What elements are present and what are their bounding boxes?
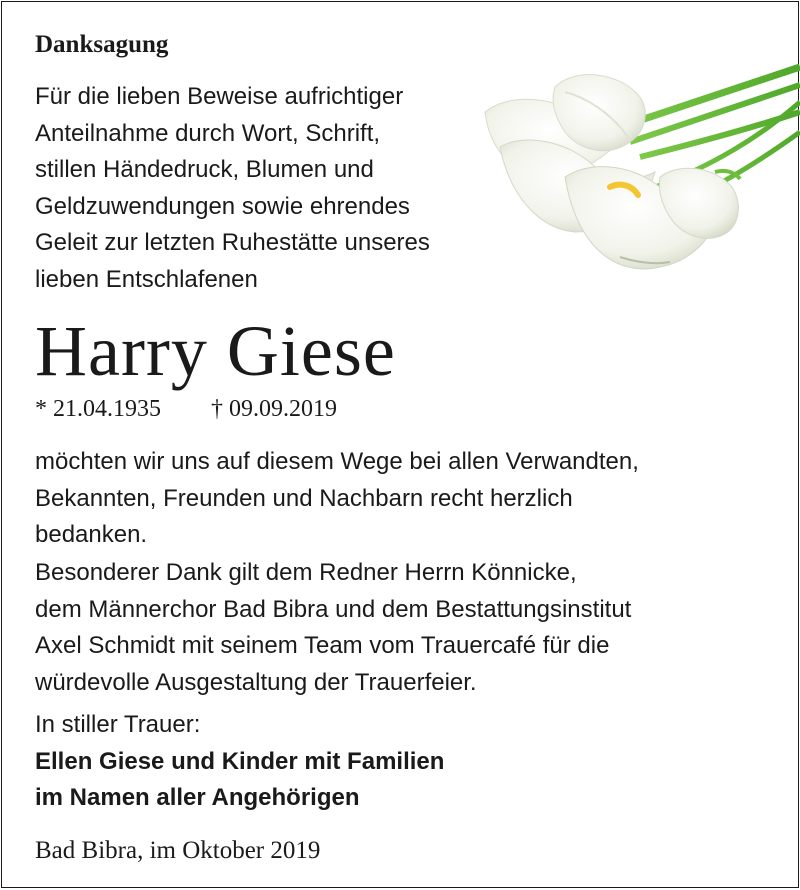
intro-line: Für die lieben Beweise aufrichtiger: [35, 83, 404, 110]
signer-line: im Namen aller Angehörigen: [35, 784, 360, 811]
intro-text: [35, 79, 430, 298]
special-thanks-line: Besonderer Dank gilt dem Redner Herrn Könnicke,: [35, 559, 577, 586]
thanks-line: möchten wir uns auf diesem Wege bei allen Verwandten,: [35, 448, 639, 475]
birth-date: * 21.04.1935: [35, 396, 161, 422]
special-thanks-line: Axel Schmidt mit seinem Team vom Trauercafé für die: [35, 632, 610, 659]
deceased-name: Harry Giese: [35, 311, 396, 391]
intro-line: stillen Händedruck, Blumen und: [35, 156, 374, 183]
notice-title: Danksagung: [35, 31, 169, 58]
mourning-label: In stiller Trauer:: [35, 711, 201, 738]
intro-line: lieben Entschlafenen: [35, 265, 258, 293]
place-date: Bad Bibra, im Oktober 2019: [35, 837, 321, 864]
special-thanks-text: [35, 555, 631, 701]
signer-line: Ellen Giese und Kinder mit Familien: [35, 747, 445, 775]
thanks-line: Bekannten, Freunden und Nachbarn recht herzlich: [35, 484, 573, 512]
intro-line: Geleit zur letzten Ruhestätte unseres: [35, 229, 430, 256]
life-dates: [35, 392, 337, 426]
intro-line: Geldzuwendungen sowie ehrendes: [35, 192, 410, 220]
thanks-text: [35, 444, 639, 554]
mourning-block: [35, 707, 444, 817]
special-thanks-line: dem Männerchor Bad Bibra und dem Bestattungsinstitut: [35, 595, 632, 623]
thanks-line: bedanken.: [35, 521, 148, 548]
calla-lily-flowers-icon: [470, 57, 800, 277]
death-date: † 09.09.2019: [211, 396, 337, 422]
intro-line: Anteilnahme durch Wort, Schrift,: [35, 119, 381, 147]
obituary-notice: [1, 1, 799, 888]
special-thanks-line: würdevolle Ausgestaltung der Trauerfeier.: [35, 668, 477, 696]
